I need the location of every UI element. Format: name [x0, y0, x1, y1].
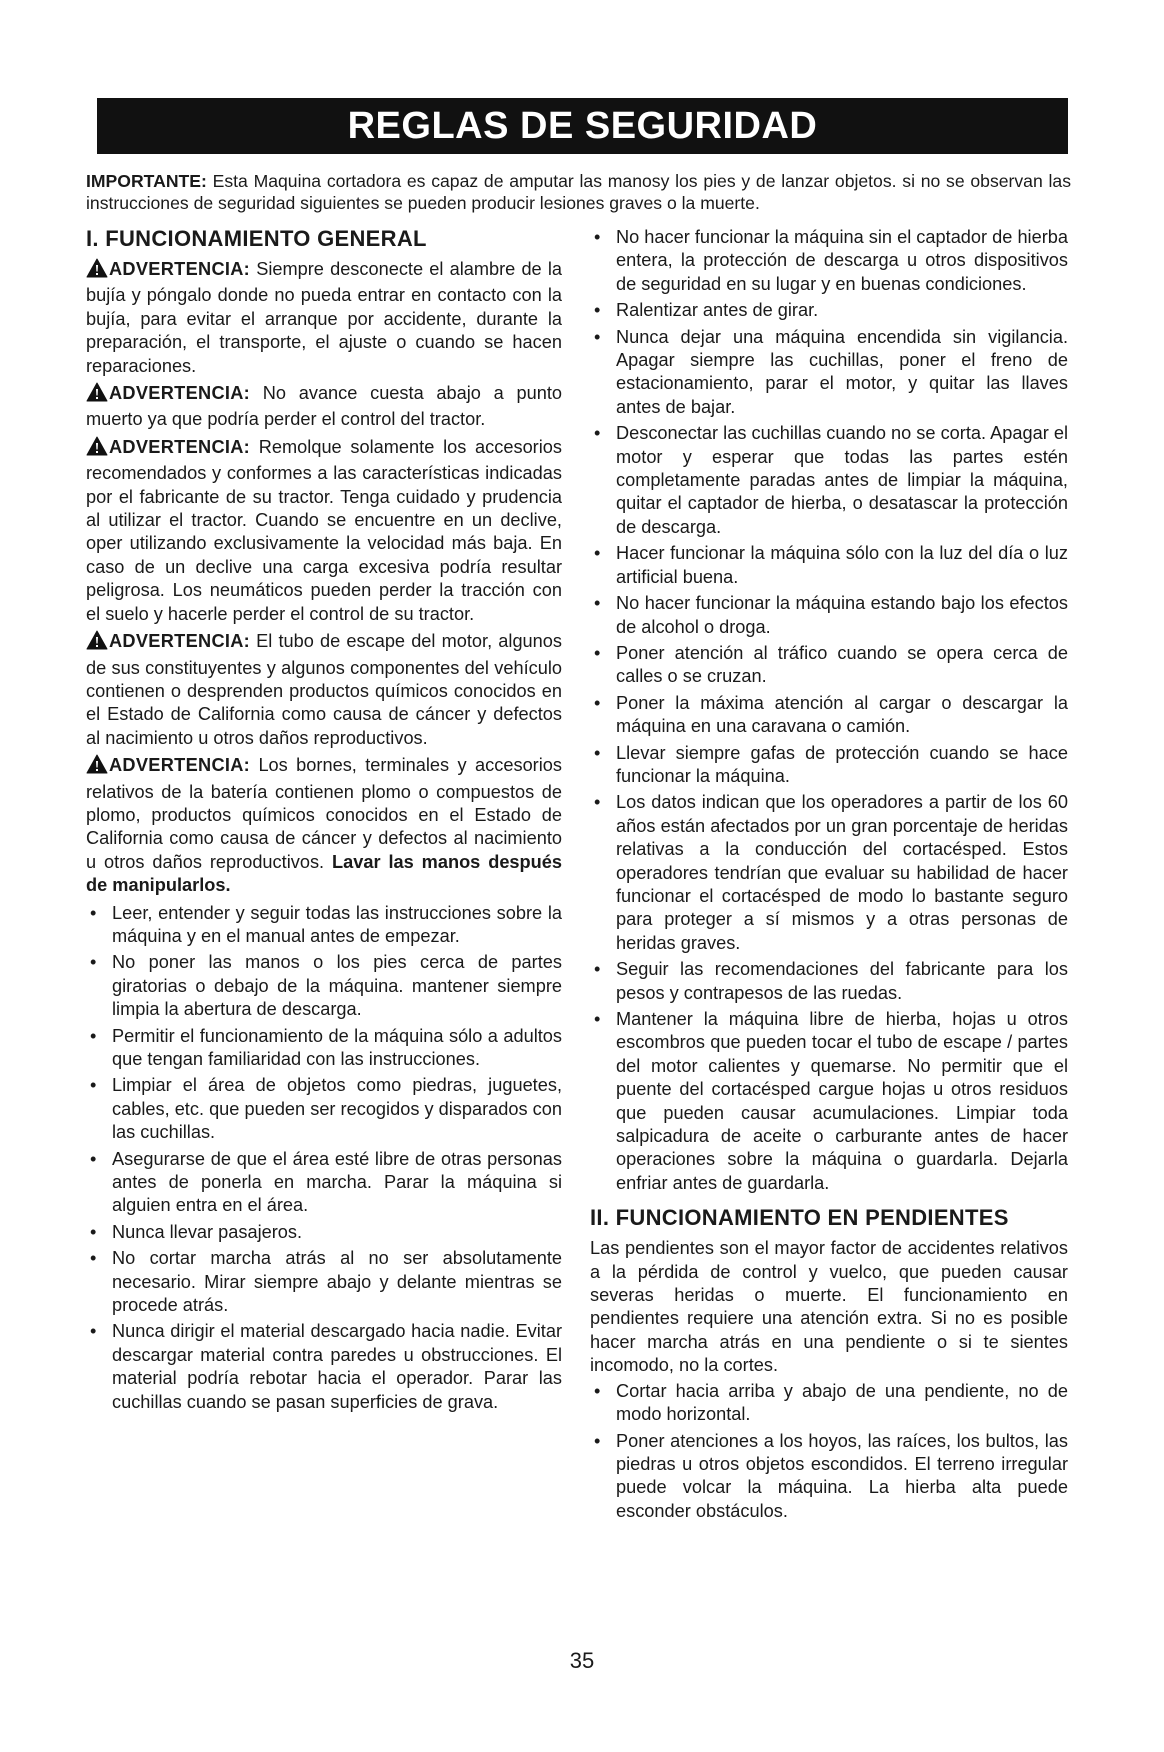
list-item-text: Mantener la máquina libre de hierba, hojas u otros escombros que pueden tocar el tubo de escape / partes del motor calientes y quemarse. No permitir que el puente del cortacésped cargue hojas u otros residuos que pueden causar acumulaciones. Limpiar toda salpicadura de aceite o carburante antes de hacer operaciones sobre la máquina o guardarla. Dejarla enfriar antes de guardarla. — [616, 1009, 1068, 1193]
warning-label: ADVERTENCIA: — [109, 259, 251, 279]
warning-label: ADVERTENCIA: — [109, 436, 251, 457]
warning-label: ADVERTENCIA: — [109, 383, 251, 404]
list-item — [590, 742, 1068, 789]
list-item — [86, 1074, 562, 1144]
bullet-dot-icon: • — [90, 952, 97, 973]
list-item-text: Nunca dejar una máquina encendida sin vigilancia. Apagar siempre las cuchillas, poner el freno de estacionamiento, parar el motor, y quitar las llaves antes de bajar. — [616, 326, 1068, 417]
bullet-dot-icon: • — [594, 543, 601, 564]
left-column — [86, 226, 562, 1417]
list-item — [590, 692, 1068, 739]
bullet-dot-icon: • — [594, 792, 601, 813]
bullet-dot-icon: • — [90, 1221, 97, 1242]
bullet-dot-icon: • — [90, 1321, 97, 1342]
list-item-text: Limpiar el área de objetos como piedras, juguetes, cables, etc. que pueden ser recogidos y disparados con las cuchillas. — [112, 1075, 562, 1143]
bullet-dot-icon: • — [90, 1148, 97, 1169]
list-item-text: Hacer funcionar la máquina sólo con la luz del día o luz artificial buena. — [616, 543, 1068, 587]
warning-triangle-icon — [86, 382, 108, 408]
list-item — [590, 592, 1068, 639]
bullet-dot-icon: • — [90, 1248, 97, 1269]
page-number: 35 — [569, 1648, 595, 1673]
bullet-dot-icon: • — [594, 1430, 601, 1451]
list-item — [590, 226, 1068, 296]
bullet-dot-icon: • — [594, 959, 601, 980]
bullets-left-list — [86, 902, 562, 1415]
warning-text: Los bornes, terminales y accesorios relativos de la batería contienen plomo o compuestos de plomo, productos químicos conocidos en el Estado de California como causa de cáncer y defectos al nacimiento u otros daños reproductivos. — [86, 755, 562, 872]
list-item — [590, 958, 1068, 1005]
warning-text: Remolque solamente los accesorios recomendados y conformes a las características indicadas por el fabricante de su tractor. Tenga cuidado y prudencia al utilizar el tractor. Cuando se encuentre en un declive, oper utilizando exclusivamente la velocidad más baja. En caso de un declive una carga excesiva podría resultar peligrosa. Los neumáticos pueden perder la tracción con el suelo y hacerle perder el control de su tractor. — [86, 436, 562, 624]
page-title-banner — [97, 98, 1068, 154]
bullet-dot-icon: • — [594, 692, 601, 713]
warning-paragraph — [86, 258, 562, 378]
bullet-dot-icon: • — [90, 902, 97, 923]
warnings-list — [86, 258, 562, 898]
list-item-text: No cortar marcha atrás al no ser absolutamente necesario. Mirar siempre abajo y delante mientras se procede atrás. — [112, 1248, 562, 1316]
list-item — [590, 791, 1068, 955]
list-item — [590, 542, 1068, 589]
right-column — [590, 226, 1068, 1526]
warning-triangle-icon — [86, 436, 108, 462]
list-item — [86, 1247, 562, 1317]
warning-triangle-icon — [86, 630, 108, 656]
section-1-title: I. FUNCIONAMIENTO GENERAL — [86, 226, 427, 251]
bullet-dot-icon: • — [594, 1380, 601, 1401]
warning-text: Siempre desconecte el alambre de la bujía y póngalo donde no pueda entrar en contacto con la bujía, para evitar el arranque por accidente, durante la preparación, el transporte, el ajuste o cuando se hacen reparaciones. — [86, 259, 562, 376]
warning-paragraph — [86, 630, 562, 750]
list-item-text: Llevar siempre gafas de protección cuando se hace funcionar la máquina. — [616, 742, 1068, 786]
list-item-text: No poner las manos o los pies cerca de partes giratorias o debajo de la máquina. mantener siempre limpia la abertura de descarga. — [112, 952, 562, 1020]
list-item — [590, 422, 1068, 539]
warning-text: El tubo de escape del motor, algunos de sus constituyentes y algunos componentes del vehículo contienen o desprenden productos químicos conocidos en el Estado de California como causa de cáncer y defectos al nacimiento u otros daños reproductivos. — [86, 631, 562, 748]
section-2-paragraph: Las pendientes son el mayor factor de accidentes relativos a la pérdida de control y vuelco, que pueden causar severas heridas o muerte. El funcionamiento en pendientes requiere una atención extra. Si no es posible hacer marcha atrás en una pendiente o si te sientes incomodo, no la cortes. — [590, 1238, 1068, 1376]
warning-label: ADVERTENCIA: — [109, 755, 251, 776]
section-2-title: II. FUNCIONAMIENTO EN PENDIENTES — [590, 1205, 1009, 1231]
list-item — [86, 1148, 562, 1218]
bullet-dot-icon: • — [90, 1075, 97, 1096]
list-item-text: Poner atención al tráfico cuando se opera cerca de calles o se cruzan. — [616, 642, 1068, 687]
list-item — [590, 1380, 1068, 1427]
list-item — [590, 642, 1068, 689]
list-item — [86, 1320, 562, 1414]
list-item — [590, 1008, 1068, 1195]
intro-text: Esta Maquina cortadora es capaz de amputar las manosy los pies y de lanzar objetos. si no se observan las instrucciones de seguridad siguientes se pueden producir lesiones graves o la muerte. — [86, 171, 1071, 213]
list-item-text: Poner atenciones a los hoyos, las raíces, los bultos, las piedras u otros objetos escondidos. El terreno irregular puede volcar la máquina. La hierba alta puede esconder obstáculos. — [616, 1430, 1068, 1521]
list-item-text: Los datos indican que los operadores a partir de los 60 años están afectados por un gran porcentaje de heridas relativas a la conducción del cortacésped. Estos operadores tendrían que evaluar su habilidad de hacer funcionar el cortacésped de modo lo bastante seguro para proteger a sí mismos y a otras personas de heridas graves. — [616, 792, 1068, 953]
list-item-text: Ralentizar antes de girar. — [616, 300, 819, 321]
list-item-text: Poner la máxima atención al cargar o descargar la máquina en una caravana o camión. — [616, 692, 1068, 737]
list-item — [590, 299, 1068, 322]
bullet-dot-icon: • — [594, 423, 601, 444]
warning-label: ADVERTENCIA: — [109, 631, 251, 652]
list-item-text: Nunca dirigir el material descargado hacia nadie. Evitar descargar material contra paredes u obstrucciones. El material podría rebotar hacia el operador. Parar las cuchillas cuando se pasan superficies de grava. — [112, 1321, 562, 1412]
list-item — [590, 1430, 1068, 1524]
intro-label: IMPORTANTE: — [86, 171, 207, 191]
bullets-right-list — [590, 226, 1068, 1195]
list-item — [590, 326, 1068, 420]
warning-paragraph — [86, 436, 562, 626]
page-title: REGLAS DE SEGURIDAD — [347, 104, 818, 147]
bullet-dot-icon: • — [594, 1009, 601, 1029]
warning-triangle-icon — [86, 754, 108, 780]
list-item-text: Desconectar las cuchillas cuando no se corta. Apagar el motor y esperar que todas las partes estén completamente paradas antes de limpiar la máquina, quitar el captador de hierba, o desatascar la protección de descarga. — [616, 423, 1068, 537]
list-item — [86, 1025, 562, 1072]
list-item-text: No hacer funcionar la máquina sin el captador de hierba entera, la protección de descarga u otros dispositivos de seguridad en su lugar y en buenas condiciones. — [616, 227, 1068, 294]
bullet-dot-icon: • — [594, 642, 601, 663]
list-item-text: Cortar hacia arriba y abajo de una pendiente, no de modo horizontal. — [616, 1380, 1068, 1425]
intro-paragraph — [86, 170, 1071, 214]
list-item-text: Asegurarse de que el área esté libre de otras personas antes de ponerla en marcha. Parar la máquina si alguien entra en el área. — [112, 1148, 562, 1216]
list-item-text: No hacer funcionar la máquina estando bajo los efectos de alcohol o droga. — [616, 593, 1068, 637]
bullet-dot-icon: • — [90, 1025, 97, 1046]
bullet-dot-icon: • — [594, 227, 601, 247]
bullet-dot-icon: • — [594, 326, 601, 347]
warning-text: No avance cuesta abajo a punto muerto ya que podría perder el control del tractor. — [86, 383, 562, 430]
warning-paragraph — [86, 382, 562, 432]
bullet-dot-icon: • — [594, 742, 601, 763]
list-item-text: Permitir el funcionamiento de la máquina sólo a adultos que tengan familiaridad con las instrucciones. — [112, 1025, 562, 1069]
list-item-text: Leer, entender y seguir todas las instrucciones sobre la máquina y en el manual antes de empezar. — [112, 902, 562, 946]
list-item-text: Seguir las recomendaciones del fabricante para los pesos y contrapesos de las ruedas. — [616, 959, 1068, 1003]
warning-emphasis: Lavar las manos después de manipularlos. — [86, 851, 562, 896]
slope-bullets-list — [590, 1380, 1068, 1523]
list-item — [86, 951, 562, 1021]
list-item — [86, 1221, 562, 1244]
list-item-text: Nunca llevar pasajeros. — [112, 1221, 303, 1242]
warning-triangle-icon — [86, 258, 108, 284]
list-item — [86, 902, 562, 949]
bullet-dot-icon: • — [594, 300, 601, 321]
bullet-dot-icon: • — [594, 593, 601, 614]
warning-paragraph — [86, 754, 562, 897]
